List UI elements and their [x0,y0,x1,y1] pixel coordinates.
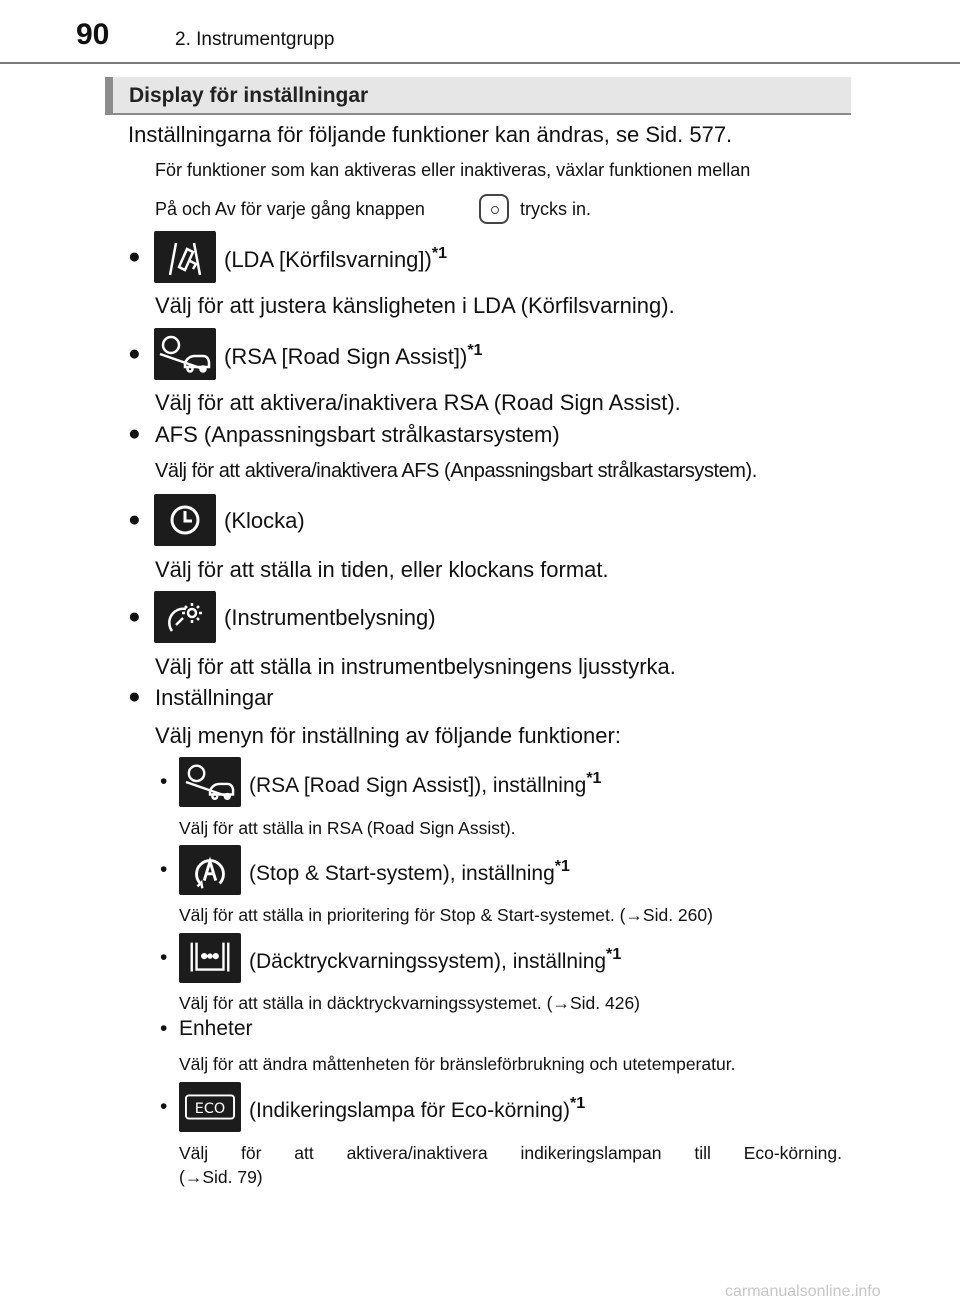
rsa-label: (RSA [Road Sign Assist])$^{*1}$ [224,342,483,369]
sub-bullet-eco: • [160,1095,168,1118]
chapter-title: 2. Instrumentgrupp [175,29,335,50]
sub-stopstart-label: (Stop & Start-system), inställning$^{*1}$ [249,858,570,885]
note-line-1: För funktioner som kan aktiveras eller inaktiveras, växlar funktionen mellan [155,160,751,180]
settings-desc: Välj menyn för inställning av följande funktioner: [155,723,621,748]
settings-label: ● Inställningar [128,685,274,711]
road-sign-assist-icon [154,328,216,380]
illumination-desc: Välj för att ställa in instrumentbelysningens ljusstyrka. [155,654,676,679]
sub-eco-desc: Välj för att aktivera/inaktivera indikeringslampan till Eco-körning. [179,1143,842,1163]
sub-bullet-units: • [160,1017,168,1040]
stop-start-icon [179,845,241,895]
switch-button-icon [479,194,509,224]
sub-bullet-stopstart: • [160,858,168,881]
section-header [105,77,851,115]
clock-label: (Klocka) [224,508,305,533]
note-line-2b: trycks in. [520,199,592,219]
lda-desc: Välj för att justera känsligheten i LDA (Körfilsvarning). [155,293,675,318]
intro-text: Inställningarna för följande funktioner kan ändras, se Sid. 577. [128,122,733,147]
afs-desc: Välj för att aktivera/inaktivera AFS (Anpassningsbart strålkastarsystem). [155,460,757,482]
illumination-label: (Instrumentbelysning) [224,605,436,630]
sub-rsa-desc: Välj för att ställa in RSA (Road Sign Assist). [179,818,516,838]
sub-units-label: Enheter [179,1017,253,1040]
clock-icon [154,494,216,546]
section-title: Display för inställningar [129,84,369,107]
tire-pressure-icon [179,933,241,983]
sub-bullet-tire: • [160,946,168,969]
sub-bullet-rsa: • [160,770,168,793]
rsa-desc: Välj för att aktivera/inaktivera RSA (Road Sign Assist). [155,390,681,415]
lane-departure-icon [154,231,216,283]
sub-eco-desc-2: (→Sid. 79) [179,1167,263,1187]
eco-icon-text: ECO [194,1100,226,1117]
sub-stopstart-desc: Välj för att ställa in prioritering för Stop & Start-systemet. (→Sid. 260) [179,905,713,925]
sub-rsa-label: (RSA [Road Sign Assist]), inställning$^{*1}$ [249,770,602,797]
lda-label: (LDA [Körfilsvarning])$^{*1}$ [224,245,447,272]
road-sign-assist-icon [179,757,241,807]
eco-indicator-icon [179,1082,241,1132]
sub-tire-label: (Däcktryckvarningssystem), inställning$^{*1}$ [249,946,622,973]
clock-desc: Välj för att ställa in tiden, eller klockans format. [155,557,609,582]
sub-tire-desc: Välj för att ställa in däcktryckvarningssystemet. (→Sid. 426) [179,993,641,1013]
instrument-illumination-icon [154,591,216,643]
header-divider [0,62,960,64]
afs-label: ● AFS (Anpassningsbart strålkastarsystem) [128,422,560,448]
note-line-2a: På och Av för varje gång knappen [155,199,425,219]
sub-units-desc: Välj för att ändra måttenheten för bränsleförbrukning och utetemperatur. [179,1054,736,1074]
sub-eco-label: (Indikeringslampa för Eco-körning)$^{*1}$ [249,1095,586,1122]
page-number: 90 [76,18,110,51]
watermark: carmanualsonline.info [725,1283,881,1300]
